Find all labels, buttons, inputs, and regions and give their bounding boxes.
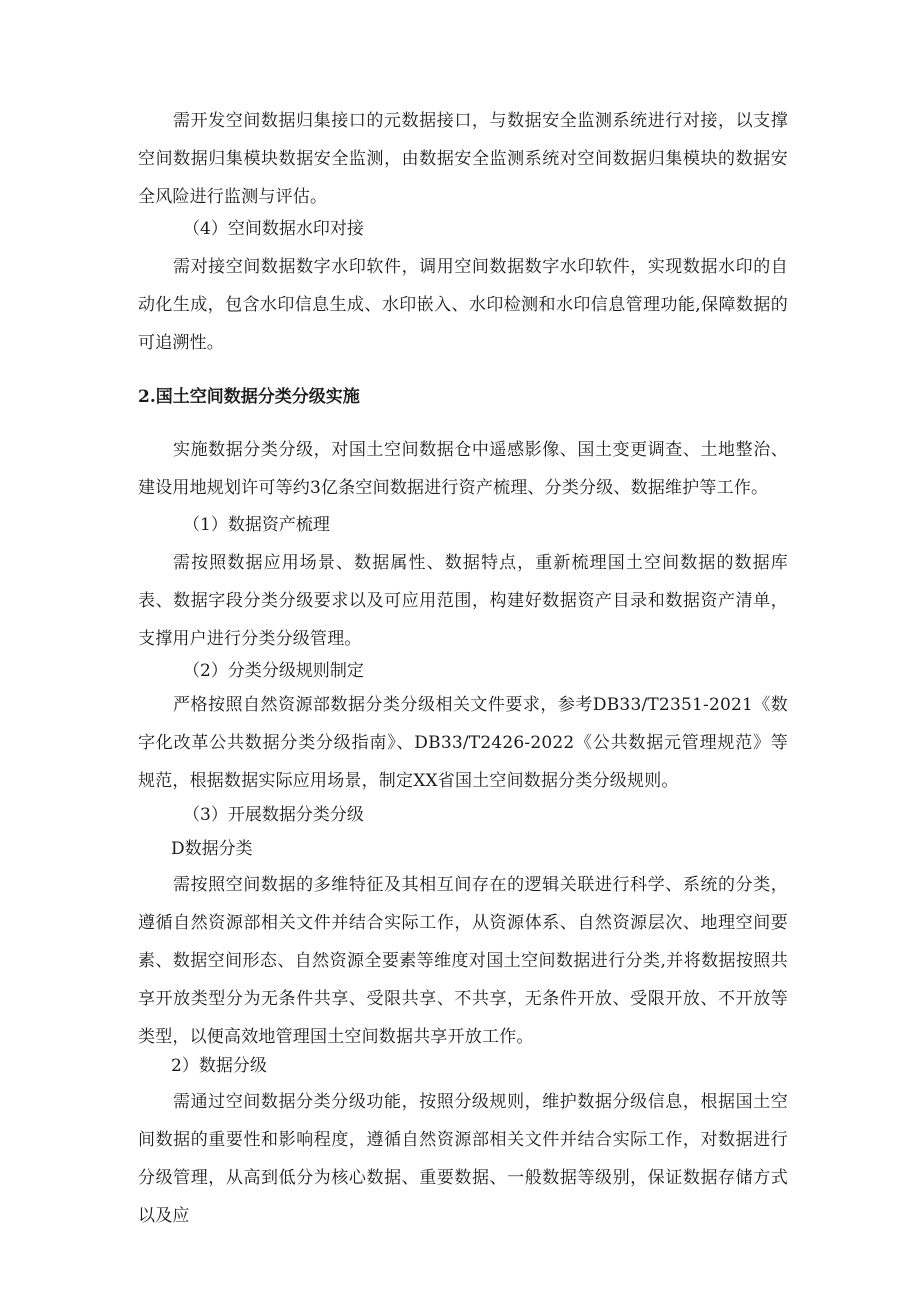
paragraph-rules: 严格按照自然资源部数据分类分级相关文件要求，参考DB33/T2351-2021《数字化改革公共数据分类分级指南》、DB33/T2426-2022《公共数据元管理规范》等规范，根据数据实际应用场景，制定XX省国土空间数据分类分级规则。 [138,695,788,791]
paragraph-classification: 需按照空间数据的多维特征及其相互间存在的逻辑关联进行科学、系统的分类，遵循自然资源部相关文件并结合实际工作，从资源体系、自然资源层次、地理空间要素、数据空间形态、自然资源全要素等维度对国土空间数据进行分类,并将数据按照共享开放类型分为无条件共享、受限共享、不共享，无条件开放、受限开放、不开放等类型，以便高效地管理国土空间数据共享开放工作。 [138,875,788,1047]
subheading-asset-review: （1）数据资产梳理 [183,515,330,535]
item-grading-title: 2）数据分级 [171,1056,267,1076]
paragraph-metadata-interface: 需开发空间数据归集接口的元数据接口，与数据安全监测系统进行对接，以支撑空间数据归集模块数据安全监测，由数据安全监测系统对空间数据归集模块的数据安全风险进行监测与评估。 [138,111,788,207]
subheading-watermark: （4）空间数据水印对接 [183,219,364,239]
subheading-rules: （2）分类分级规则制定 [183,661,364,681]
paragraph-implementation: 实施数据分类分级，对国土空间数据仓中遥感影像、国土变更调查、土地整治、建设用地规划许可等约3亿条空间数据进行资产梳理、分类分级、数据维护等工作。 [138,440,788,498]
section-heading-classification: 2.国土空间数据分类分级实施 [138,387,360,407]
paragraph-watermark: 需对接空间数据数字水印软件，调用空间数据数字水印软件，实现数据水印的自动化生成，包含水印信息生成、水印嵌入、水印检测和水印信息管理功能,保障数据的可追溯性。 [138,257,788,353]
item-classification-title: D数据分类 [171,839,253,859]
paragraph-asset-review: 需按照数据应用场景、数据属性、数据特点，重新梳理国土空间数据的数据库表、数据字段分类分级要求以及可应用范围，构建好数据资产目录和数据资产清单，支撑用户进行分类分级管理。 [138,553,788,649]
subheading-carry-out: （3）开展数据分类分级 [183,805,364,825]
paragraph-grading: 需通过空间数据分类分级功能，按照分级规则，维护数据分级信息，根据国土空间数据的重要性和影响程度，遵循自然资源部相关文件并结合实际工作，对数据进行分级管理，从高到低分为核心数据、重要数据、一般数据等级别，保证数据存储方式以及应 [138,1092,788,1226]
